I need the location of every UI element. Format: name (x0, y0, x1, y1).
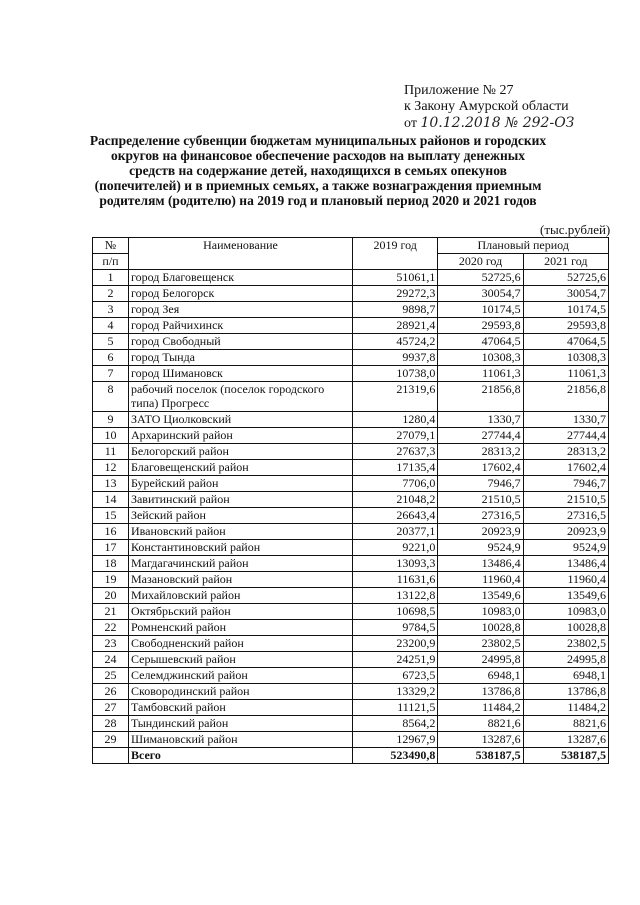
row-name: Магдагачинский район (128, 556, 352, 572)
row-2020: 13549,6 (438, 588, 523, 604)
row-name: город Белогорск (128, 286, 352, 302)
row-name: Бурейский район (128, 476, 352, 492)
row-2021: 13549,6 (523, 588, 608, 604)
row-2020: 52725,6 (438, 270, 523, 286)
row-num: 6 (93, 350, 129, 366)
row-2019: 21319,6 (353, 382, 438, 412)
table-header-row-1 (93, 238, 609, 254)
row-2020: 17602,4 (438, 460, 523, 476)
table-row (93, 492, 609, 508)
row-2020: 30054,7 (438, 286, 523, 302)
row-2019: 10698,5 (353, 604, 438, 620)
row-name: Завитинский район (128, 492, 352, 508)
row-name: Константиновский район (128, 540, 352, 556)
row-num: 8 (93, 382, 129, 412)
row-name: Серышевский район (128, 652, 352, 668)
row-num: 16 (93, 524, 129, 540)
row-2019: 10738,0 (353, 366, 438, 382)
row-2020: 10983,0 (438, 604, 523, 620)
row-2021: 30054,7 (523, 286, 608, 302)
row-2021: 27316,5 (523, 508, 608, 524)
row-name: Мазановский район (128, 572, 352, 588)
total-num-cell (93, 748, 129, 764)
row-num: 27 (93, 700, 129, 716)
row-num: 13 (93, 476, 129, 492)
row-2020: 21510,5 (438, 492, 523, 508)
table-row (93, 460, 609, 476)
table-row (93, 334, 609, 350)
row-2020: 10028,8 (438, 620, 523, 636)
row-num: 29 (93, 732, 129, 748)
row-2019: 13329,2 (353, 684, 438, 700)
header-2020: 2020 год (438, 254, 523, 270)
table-row (93, 684, 609, 700)
row-2021: 10983,0 (523, 604, 608, 620)
row-name: Архаринский район (128, 428, 352, 444)
subvention-table (92, 237, 609, 764)
row-2019: 20377,1 (353, 524, 438, 540)
row-2020: 6948,1 (438, 668, 523, 684)
table-row (93, 302, 609, 318)
row-num: 12 (93, 460, 129, 476)
row-2019: 24251,9 (353, 652, 438, 668)
header-name: Наименование (128, 238, 352, 270)
row-2019: 13093,3 (353, 556, 438, 572)
row-num: 10 (93, 428, 129, 444)
row-2019: 45724,2 (353, 334, 438, 350)
row-name: ЗАТО Циолковский (128, 412, 352, 428)
table-row (93, 428, 609, 444)
table-row (93, 636, 609, 652)
row-2020: 23802,5 (438, 636, 523, 652)
total-row (93, 748, 609, 764)
row-2021: 27744,4 (523, 428, 608, 444)
table-row (93, 716, 609, 732)
header-2021: 2021 год (523, 254, 608, 270)
row-num: 19 (93, 572, 129, 588)
row-name: Свободненский район (128, 636, 352, 652)
row-2019: 27637,3 (353, 444, 438, 460)
table-row (93, 476, 609, 492)
row-name: город Зея (128, 302, 352, 318)
row-2020: 13786,8 (438, 684, 523, 700)
row-num: 26 (93, 684, 129, 700)
row-2019: 13122,8 (353, 588, 438, 604)
table-row (93, 732, 609, 748)
row-2021: 24995,8 (523, 652, 608, 668)
row-name: город Благовещенск (128, 270, 352, 286)
row-2021: 20923,9 (523, 524, 608, 540)
row-2021: 6948,1 (523, 668, 608, 684)
approval-block (404, 83, 604, 132)
row-name: Ивановский район (128, 524, 352, 540)
row-name: город Свободный (128, 334, 352, 350)
table-row (93, 620, 609, 636)
row-name: рабочий поселок (поселок городского типа) Прогресс (128, 382, 352, 412)
row-name: Благовещенский район (128, 460, 352, 476)
handwritten-date-number: 10.12.2018 № 292-ОЗ (420, 115, 575, 131)
table-row (93, 540, 609, 556)
table-row (93, 652, 609, 668)
row-2019: 9221,0 (353, 540, 438, 556)
row-2021: 28313,2 (523, 444, 608, 460)
row-name: Шимановский район (128, 732, 352, 748)
row-2020: 9524,9 (438, 540, 523, 556)
row-name: город Тында (128, 350, 352, 366)
row-2020: 8821,6 (438, 716, 523, 732)
row-num: 2 (93, 286, 129, 302)
row-num: 7 (93, 366, 129, 382)
row-name: Тындинский район (128, 716, 352, 732)
row-2021: 10028,8 (523, 620, 608, 636)
row-2020: 24995,8 (438, 652, 523, 668)
table-row (93, 524, 609, 540)
row-2021: 13287,6 (523, 732, 608, 748)
row-num: 14 (93, 492, 129, 508)
row-2021: 10308,3 (523, 350, 608, 366)
row-2020: 28313,2 (438, 444, 523, 460)
table-row (93, 508, 609, 524)
row-2019: 21048,2 (353, 492, 438, 508)
row-2020: 20923,9 (438, 524, 523, 540)
row-2020: 11061,3 (438, 366, 523, 382)
row-2021: 21510,5 (523, 492, 608, 508)
table-row (93, 668, 609, 684)
row-2019: 11121,5 (353, 700, 438, 716)
table-body (93, 270, 609, 748)
row-2019: 17135,4 (353, 460, 438, 476)
row-2019: 6723,5 (353, 668, 438, 684)
row-2020: 11960,4 (438, 572, 523, 588)
table-row (93, 350, 609, 366)
row-num: 18 (93, 556, 129, 572)
row-name: Октябрьский район (128, 604, 352, 620)
row-2019: 26643,4 (353, 508, 438, 524)
row-2021: 7946,7 (523, 476, 608, 492)
table-row (93, 270, 609, 286)
row-2021: 29593,8 (523, 318, 608, 334)
row-2021: 11061,3 (523, 366, 608, 382)
row-2020: 13486,4 (438, 556, 523, 572)
row-2021: 17602,4 (523, 460, 608, 476)
row-2019: 11631,6 (353, 572, 438, 588)
row-2020: 10174,5 (438, 302, 523, 318)
row-2019: 1280,4 (353, 412, 438, 428)
row-num: 22 (93, 620, 129, 636)
table-row (93, 588, 609, 604)
table-row (93, 412, 609, 428)
row-2021: 8821,6 (523, 716, 608, 732)
row-2019: 9784,5 (353, 620, 438, 636)
approval-line-2: к Закону Амурской области (404, 99, 569, 114)
row-2021: 13786,8 (523, 684, 608, 700)
row-num: 25 (93, 668, 129, 684)
row-name: Селемджинский район (128, 668, 352, 684)
row-2019: 9937,8 (353, 350, 438, 366)
row-name: Ромненский район (128, 620, 352, 636)
row-name: Белогорский район (128, 444, 352, 460)
header-planned-period: Плановый период (438, 238, 609, 254)
row-2020: 29593,8 (438, 318, 523, 334)
row-2020: 10308,3 (438, 350, 523, 366)
row-2021: 21856,8 (523, 382, 608, 412)
row-name: Тамбовский район (128, 700, 352, 716)
approval-line-1: Приложение № 27 (404, 83, 514, 98)
total-2019: 523490,8 (353, 748, 438, 764)
table-row (93, 556, 609, 572)
table-row (93, 318, 609, 334)
row-num: 20 (93, 588, 129, 604)
row-2020: 7946,7 (438, 476, 523, 492)
row-2019: 28921,4 (353, 318, 438, 334)
table-row (93, 286, 609, 302)
header-num-top: № (93, 238, 129, 254)
row-2021: 23802,5 (523, 636, 608, 652)
table-row (93, 444, 609, 460)
row-2020: 21856,8 (438, 382, 523, 412)
approval-line-3 (404, 115, 604, 132)
row-2021: 52725,6 (523, 270, 608, 286)
row-num: 28 (93, 716, 129, 732)
row-2020: 27744,4 (438, 428, 523, 444)
row-2021: 9524,9 (523, 540, 608, 556)
row-num: 15 (93, 508, 129, 524)
row-name: город Шимановск (128, 366, 352, 382)
approval-prefix: от (404, 116, 417, 131)
total-2021: 538187,5 (523, 748, 608, 764)
row-num: 24 (93, 652, 129, 668)
row-2019: 9898,7 (353, 302, 438, 318)
total-2020: 538187,5 (438, 748, 523, 764)
row-num: 4 (93, 318, 129, 334)
row-2019: 51061,1 (353, 270, 438, 286)
row-2020: 11484,2 (438, 700, 523, 716)
row-2020: 47064,5 (438, 334, 523, 350)
row-name: город Райчихинск (128, 318, 352, 334)
row-2019: 8564,2 (353, 716, 438, 732)
row-num: 23 (93, 636, 129, 652)
row-2019: 29272,3 (353, 286, 438, 302)
table-row (93, 382, 609, 412)
row-2019: 12967,9 (353, 732, 438, 748)
table-row (93, 604, 609, 620)
row-num: 9 (93, 412, 129, 428)
row-num: 21 (93, 604, 129, 620)
table-row (93, 366, 609, 382)
row-2019: 7706,0 (353, 476, 438, 492)
row-name: Михайловский район (128, 588, 352, 604)
units-label: (тыс.рублей) (540, 222, 611, 237)
row-2021: 11484,2 (523, 700, 608, 716)
row-2020: 27316,5 (438, 508, 523, 524)
header-num-bottom: п/п (93, 254, 129, 270)
row-2021: 47064,5 (523, 334, 608, 350)
row-num: 17 (93, 540, 129, 556)
row-2019: 27079,1 (353, 428, 438, 444)
row-2020: 1330,7 (438, 412, 523, 428)
table-row (93, 572, 609, 588)
header-2019: 2019 год (353, 238, 438, 270)
row-num: 3 (93, 302, 129, 318)
row-2021: 11960,4 (523, 572, 608, 588)
row-2021: 1330,7 (523, 412, 608, 428)
row-num: 5 (93, 334, 129, 350)
document-title: Распределение субвенции бюджетам муниципальных районов и городских округов на финансовое обеспечение расходов на выплату денежных средств на содержание детей, находящихся в семьях опекунов (попечителей) и в приемных семьях, а также вознаграждения приемным родителям (родителю) на 2019 год и плановый период 2020 и 2021 годов (89, 133, 547, 208)
row-2021: 10174,5 (523, 302, 608, 318)
row-2019: 23200,9 (353, 636, 438, 652)
row-2021: 13486,4 (523, 556, 608, 572)
row-num: 11 (93, 444, 129, 460)
table-row (93, 700, 609, 716)
row-name: Сковородинский район (128, 684, 352, 700)
total-label: Всего (128, 748, 352, 764)
row-name: Зейский район (128, 508, 352, 524)
row-num: 1 (93, 270, 129, 286)
row-2020: 13287,6 (438, 732, 523, 748)
